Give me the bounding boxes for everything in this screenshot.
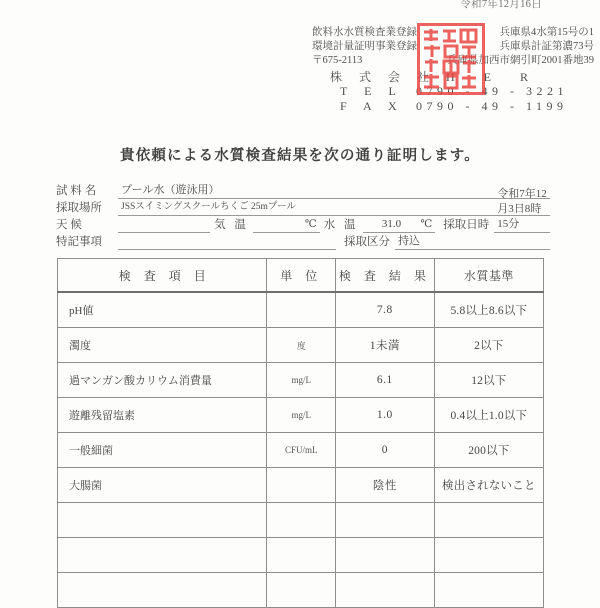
cell-unit-blank [267,503,336,538]
location-row [56,199,550,216]
cell-standard: 0.4以上1.0以下 [434,398,543,433]
collection-datetime-label: 採取日時 [443,219,490,231]
sample-name-label: 試 料 名 [56,185,97,197]
registration-1-label: 飲料水水質検査業登録 [312,27,417,38]
cell-item-blank [58,503,267,538]
cell-standard: 5.8以上8.6以下 [434,292,543,328]
cell-result: 陰性 [336,468,435,503]
cell-result: 6.1 [336,363,435,398]
table-row-blank [58,503,544,538]
cell-unit: mg/L [267,398,336,433]
cell-standard-blank [434,573,543,608]
collection-type-label: 採取区分 [344,236,390,248]
fax-value: 0790 - 49 - 1199 [416,98,568,113]
water-temp-unit: ℃ [421,217,436,233]
cell-unit: CFU/mL [267,433,336,468]
corporate-prefix: 株 式 会 社 [330,69,437,84]
collection-type-value: 持込 [395,234,550,250]
cell-unit: 度 [267,328,336,363]
cell-item: pH値 [58,292,267,328]
location-value: JSSスイミングスクールちくご 25mプール [118,200,550,216]
issue-date: 令和7年12月16日 [460,0,542,10]
issuer-address: 兵庫県加西市網引町2001番地39 [447,55,594,67]
issuer-block [312,26,594,114]
cell-unit [267,292,336,328]
address-line [312,54,594,68]
cell-item: 遊離残留塩素 [58,398,267,433]
tel-label: T E L [340,84,403,99]
table-row [58,468,544,503]
header-standard: 水質基準 [434,259,543,293]
table-row [58,433,544,468]
table-body [58,292,544,608]
table-header [58,259,544,293]
certificate-statement: 貴依頼による水質検査結果を次の通り証明します。 [120,148,480,164]
telephone-line [312,85,594,99]
water-temp-value: 31.0 [363,217,421,233]
table-row [58,328,544,363]
table-row [58,292,544,328]
registration-line-1 [312,26,594,40]
sample-name-value: プール水（遊泳用） [118,183,550,199]
cell-result: 7.8 [336,292,435,328]
registration-2-label: 環境計量証明事業登録 [312,40,417,52]
table-row-blank [58,538,544,573]
cell-result-blank [336,538,435,573]
cell-unit-blank [267,573,336,608]
registration-1-value: 兵庫県4水第15号の1 [499,27,594,38]
sample-name-row [56,182,550,199]
weather-value [118,232,210,233]
air-temp-value [253,232,305,233]
fax-label: F A X [340,98,404,113]
cell-item: 一般細菌 [58,433,267,468]
air-temp-label: 気 温 [214,219,249,231]
postal-code: 〒675-2113 [312,55,363,67]
cell-standard: 2以下 [434,328,543,363]
table-row [58,363,544,398]
cell-item: 濁度 [58,328,267,363]
cell-result-blank [336,503,435,538]
cell-standard: 検出されないこと [434,468,543,503]
cell-standard: 200以下 [434,433,543,468]
cell-standard: 12以下 [434,363,543,398]
inspection-results-table [57,258,544,608]
remarks-row [56,233,550,250]
cell-unit [267,468,336,503]
registration-2-value: 兵庫県計証第濃73号 [499,40,594,52]
cell-item: 過マンガン酸カリウム消費量 [58,363,267,398]
header-result: 検 査 結 果 [336,259,435,293]
table-row [58,398,544,433]
header-unit: 単 位 [267,259,336,293]
cell-unit: mg/L [267,363,336,398]
water-temp-label: 水 温 [323,219,359,231]
cell-result: 0 [336,433,435,468]
cell-result: 1.0 [336,398,435,433]
tel-value: 0790 - 49 - 3221 [416,84,568,99]
cell-item-blank [58,538,267,573]
fax-line [312,100,594,114]
air-temp-unit: ℃ [305,217,320,233]
registration-line-2 [312,40,594,54]
cell-result: 1未満 [336,328,435,363]
remarks-value [118,249,336,250]
sample-info-block [56,182,550,250]
cell-standard-blank [434,503,543,538]
header-row [58,259,544,293]
remarks-label: 特記事項 [56,236,102,248]
cell-standard-blank [434,538,543,573]
location-label: 採取場所 [56,202,102,214]
weather-label: 天 候 [56,219,82,231]
header-item: 検 査 項 目 [58,259,267,293]
collection-datetime-value: 令和7年12月3日8時15分 [494,187,550,233]
cell-item: 大腸菌 [58,468,267,503]
brand-name: H E R [446,69,542,84]
cell-item-blank [58,573,267,608]
table-row-blank [58,573,544,608]
corporate-name-line [312,71,594,85]
cell-result-blank [336,573,435,608]
cell-unit-blank [267,538,336,573]
